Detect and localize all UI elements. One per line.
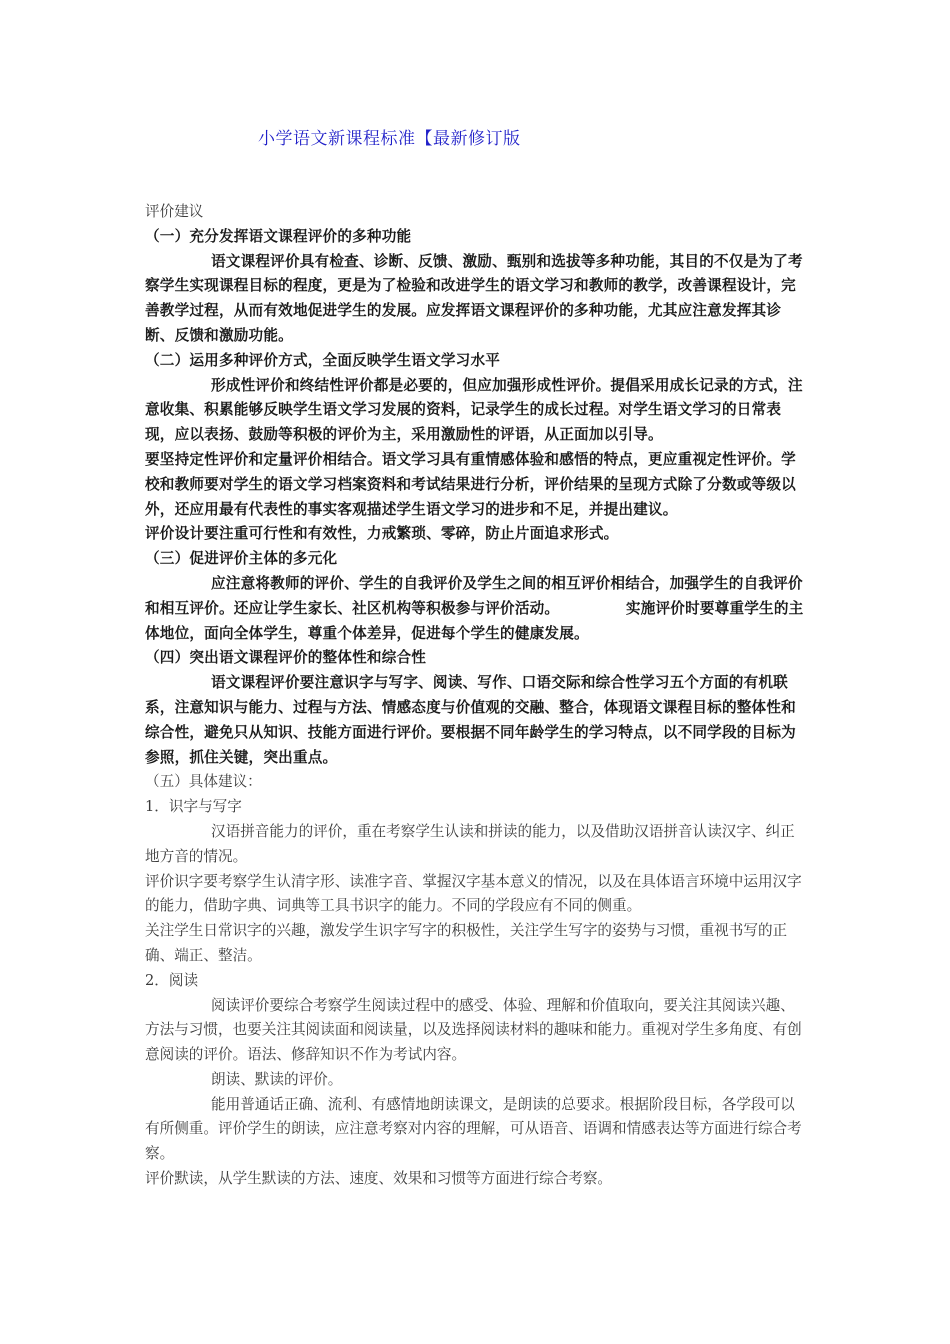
item1-paragraph-1: 汉语拼音能力的评价，重在考察学生认读和拼读的能力，以及借助汉语拼音认读汉字、纠正地方音的情况。 bbox=[145, 822, 795, 865]
item2-subheading: 朗读、默读的评价。 bbox=[211, 1070, 343, 1088]
item2-heading: 2．阅读 bbox=[145, 971, 199, 989]
document-body bbox=[145, 200, 807, 1192]
part4-paragraph: 语文课程评价要注意识字与写字、阅读、写作、口语交际和综合性学习五个方面的有机联系，注意知识与能力、过程与方法、情感态度与价值观的交融、整合，体现语文课程目标的整体性和综合性，避免只从知识、技能方面进行评价。要根据不同年龄学生的学习特点，以不同学段的目标为参照，抓住关键，突出重点。 bbox=[145, 674, 796, 766]
part2-paragraph-2: 要坚持定性评价和定量评价相结合。语文学习具有重情感体验和感悟的特点，更应重视定性评价。学校和教师要对学生的语文学习档案资料和考试结果进行分析，评价结果的呈现方式除了分数或等级以外，还应用最有代表性的事实客观描述学生语文学习的进步和不足，并提出建议。 bbox=[145, 450, 796, 518]
part1-paragraph: 语文课程评价具有检查、诊断、反馈、激励、甄别和选拔等多种功能，其目的不仅是为了考察学生实现课程目标的程度，更是为了检验和改进学生的语文学习和教师的教学，改善课程设计，完善教学过程，从而有效地促进学生的发展。应发挥语文课程评价的多种功能，尤其应注意发挥其诊断、反馈和激励功能。 bbox=[145, 252, 803, 344]
section-heading: 评价建议 bbox=[145, 203, 204, 220]
document-title: 小学语文新课程标准【最新修订版 bbox=[258, 129, 521, 149]
part2-paragraph-3: 评价设计要注重可行性和有效性，力戒繁琐、零碎，防止片面追求形式。 bbox=[145, 525, 619, 543]
part5-heading: （五）具体建议： bbox=[145, 773, 262, 791]
part3-heading: （三）促进评价主体的多元化 bbox=[145, 550, 338, 568]
item1-paragraph-3: 关注学生日常识字的兴趣，激发学生识字写字的积极性，关注学生写字的姿势与习惯，重视书写的正确、端正、整洁。 bbox=[145, 922, 788, 964]
part2-heading: （二）运用多种评价方式，全面反映学生语文学习水平 bbox=[145, 351, 501, 369]
item1-paragraph-2: 评价识字要考察学生认清字形、读准字音、掌握汉字基本意义的情况，以及在具体语言环境中运用汉字的能力，借助字典、词典等工具书识字的能力。不同的学段应有不同的侧重。 bbox=[145, 872, 802, 915]
item2-paragraph-1: 阅读评价要综合考察学生阅读过程中的感受、体验、理解和价值取向，要关注其阅读兴趣、方法与习惯，也要关注其阅读面和阅读量，以及选择阅读材料的趣味和能力。重视对学生多角度、有创意阅读的评价。语法、修辞知识不作为考试内容。 bbox=[145, 996, 802, 1064]
part1-heading: （一）充分发挥语文课程评价的多种功能 bbox=[145, 227, 412, 245]
item2-paragraph-2: 能用普通话正确、流利、有感情地朗读课文，是朗读的总要求。根据阶段目标，各学段可以有所侧重。评价学生的朗读，应注意考察对内容的理解，可从语音、语调和情感表达等方面进行综合考察。 bbox=[145, 1095, 802, 1163]
part3-paragraph: 应注意将教师的评价、学生的自我评价及学生之间的相互评价相结合，加强学生的自我评价和相互评价。还应让学生家长、社区机构等积极参与评价活动。 实施评价时要尊重学生的主体地位，面向全体学生，尊重个体差异，促进每个学生的健康发展。 bbox=[145, 574, 804, 642]
part4-heading: （四）突出语文课程评价的整体性和综合性 bbox=[145, 649, 427, 667]
part2-paragraph-1: 形成性评价和终结性评价都是必要的，但应加强形成性评价。提倡采用成长记录的方式，注意收集、积累能够反映学生语文学习发展的资料，记录学生的成长过程。对学生语文学习的日常表现，应以表扬、鼓励等积极的评价为主，采用激励性的评语，从正面加以引导。 bbox=[145, 376, 803, 444]
item1-heading: 1．识字与写字 bbox=[145, 798, 242, 816]
item2-paragraph-3: 评价默读，从学生默读的方法、速度、效果和习惯等方面进行综合考察。 bbox=[145, 1170, 613, 1188]
